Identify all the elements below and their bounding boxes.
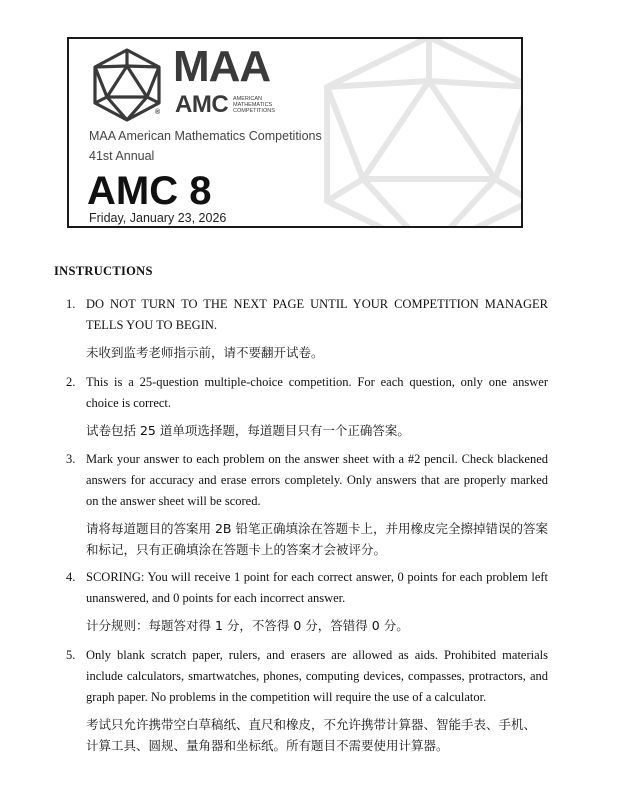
instruction-text-en: Only blank scratch paper, rulers, and erasers are allowed as aids. Prohibited materials include calculators, smartwatches, phones, computing devices, compasses, protractors, and graph paper. No problems in the competition will require the use of a calculator. [86,648,548,704]
instruction-text-zh: 考试只允许携带空白草稿纸、直尺和橡皮，不允许携带计算器、智能手表、手机、计算工具、圆规、量角器和坐标纸。所有题目不需要使用计算器。 [86,717,537,753]
instruction-body [86,449,548,560]
registered-mark: ® [155,109,161,116]
instruction-number: 2. [66,375,76,389]
instruction-text-zh: 未收到监考老师指示前，请不要翻开试卷。 [86,345,324,360]
brand-description-line: COMPETITIONS [233,108,275,115]
annual-edition: 41st Annual [89,149,155,163]
icosahedron-watermark-icon [299,37,523,228]
instructions-heading: INSTRUCTIONS [54,264,153,278]
instruction-number: 3. [66,452,76,466]
icosahedron-logo-icon [89,47,165,123]
contest-date: Friday, January 23, 2026 [89,211,227,225]
instruction-body [86,294,548,363]
instruction-text-en: DO NOT TURN TO THE NEXT PAGE UNTIL YOUR COMPETITION MANAGER TELLS YOU TO BEGIN. [86,297,548,332]
instruction-body [86,372,548,441]
instruction-text-en: This is a 25-question multiple-choice competition. For each question, only one answer choice is correct. [86,375,548,410]
contest-title: AMC 8 [87,169,212,213]
instruction-text-zh: 计分规则：每题答对得 1 分，不答得 0 分，答错得 0 分。 [86,618,409,633]
brand-maa: MAA [173,42,271,91]
instruction-body [86,567,548,636]
instruction-text-zh: 试卷包括 25 道单项选择题，每道题目只有一个正确答案。 [86,423,410,438]
brand-description-line: AMERICAN [233,96,263,102]
organization-name: MAA American Mathematics Competitions [89,129,322,143]
header-box [67,37,523,228]
instruction-number: 1. [66,297,76,311]
brand-description-line: MATHEMATICS [233,102,273,109]
instruction-text-en: SCORING: You will receive 1 point for each correct answer, 0 points for each problem left unanswered, and 0 points for each incorrect answer. [86,570,548,605]
brand-amc: AMC [175,91,229,118]
instruction-text-en: Mark your answer to each problem on the answer sheet with a #2 pencil. Check blackened answers for accuracy and erase errors completely. Only answers that are properly marked on the answer sheet will be scored. [86,452,548,508]
instruction-number: 4. [66,570,76,584]
instruction-body [86,645,548,756]
brand-description [233,96,275,115]
instruction-number: 5. [66,648,76,662]
instruction-text-zh: 请将每道题目的答案用 2B 铅笔正确填涂在答题卡上，并用橡皮完全擦掉错误的答案和标记，只有正确填涂在答题卡上的答案才会被评分。 [86,521,548,557]
